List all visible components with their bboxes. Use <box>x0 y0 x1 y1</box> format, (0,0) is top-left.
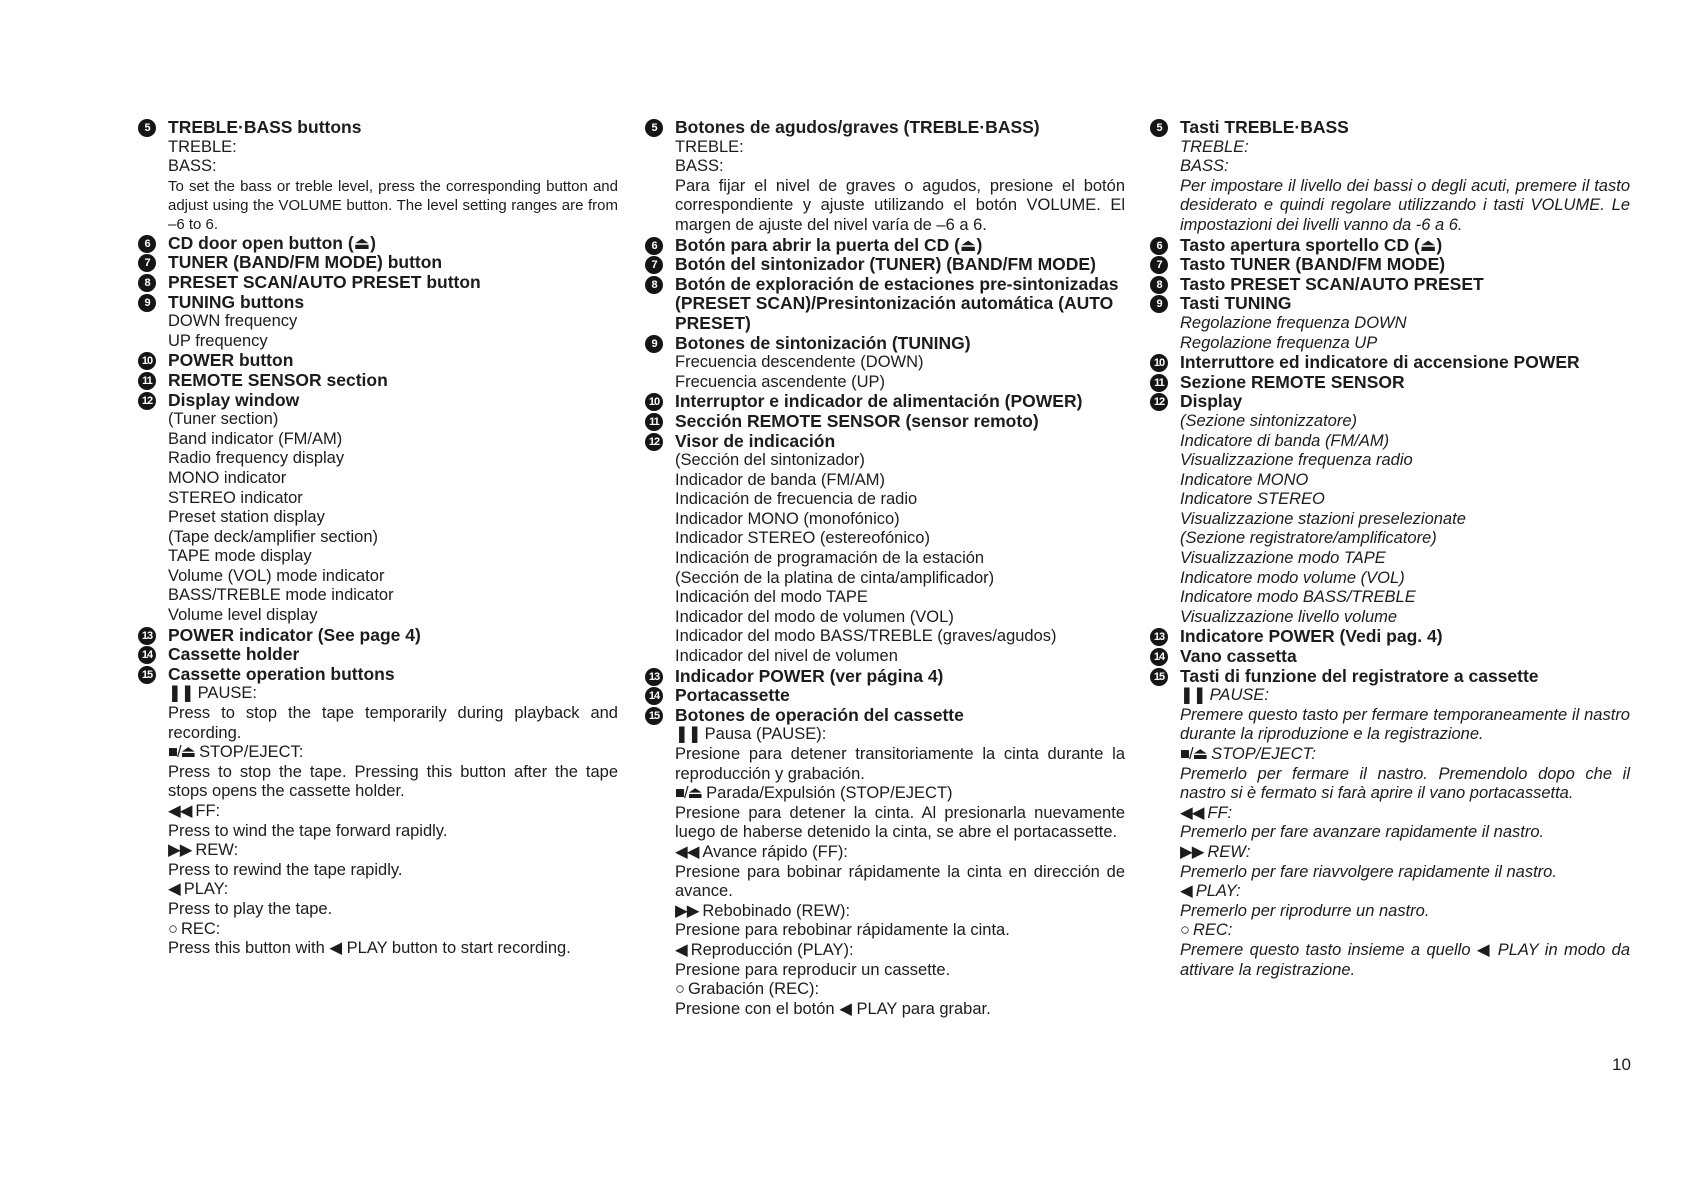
control-label <box>168 920 618 940</box>
item-line <box>1180 588 1630 608</box>
item-number-badge: 8 <box>138 274 156 292</box>
item-line-text: Press to play the tape. <box>168 899 333 918</box>
item-number-badge: 9 <box>645 335 663 353</box>
item-line <box>675 490 1125 510</box>
item-line <box>1180 569 1630 589</box>
item-line <box>1180 451 1630 471</box>
item-number-badge: 8 <box>645 276 663 294</box>
item-13 <box>138 626 618 646</box>
item-number-badge: 5 <box>138 119 156 137</box>
item-line-text: Indicación de frecuencia de radio <box>675 490 918 509</box>
item-title: CD door open button (⏏) <box>168 232 377 253</box>
item-line-text: Radio frequency display <box>168 449 345 468</box>
item-line-text: (Sección de la platina de cinta/amplificador) <box>675 568 995 587</box>
item-line-text: Regolazione frequenza DOWN <box>1180 313 1407 332</box>
item-title: Botones de agudos/graves (TREBLE·BASS) <box>675 117 1040 137</box>
item-line <box>168 939 618 959</box>
item-line-text: Rebobinado (REW): <box>702 901 851 920</box>
item-number-badge: 10 <box>645 393 663 411</box>
item-10 <box>1150 353 1630 373</box>
item-title: Sección REMOTE SENSOR (sensor remoto) <box>675 410 1039 431</box>
control-symbol-icon: ○ <box>675 980 684 999</box>
item-line-text: Press to stop the tape temporarily during playback and recording. <box>168 704 618 742</box>
item-line-text: FF: <box>195 802 221 820</box>
item-number-badge: 7 <box>1150 256 1168 274</box>
item-line-text: BASS/TREBLE mode indicator <box>168 586 394 605</box>
item-line-text: Indicador STEREO (estereofónico) <box>675 529 930 548</box>
item-line-text: UP frequency <box>168 331 268 350</box>
item-number-badge: 6 <box>1150 237 1168 255</box>
control-symbol-icon: ■/⏏ <box>168 743 196 762</box>
control-symbol-icon: ▶▶ <box>1180 842 1204 861</box>
item-number-badge: 5 <box>645 119 663 137</box>
item-line-text: Indicatore modo volume (VOL) <box>1180 568 1405 587</box>
item-line-text: Press to wind the tape forward rapidly. <box>168 821 448 840</box>
control-symbol-icon: ▶▶ <box>168 841 192 860</box>
item-number-badge: 14 <box>1150 648 1168 666</box>
item-title: Botón de exploración de estaciones pre-sintonizadas (PRESET SCAN)/Presintonización automática (AUTO PRESET) <box>675 273 1119 333</box>
control-symbol-icon: ▶▶ <box>675 901 699 920</box>
item-8 <box>645 275 1125 334</box>
control-label <box>168 743 618 763</box>
item-number-badge: 10 <box>1150 354 1168 372</box>
control-label <box>168 684 618 704</box>
item-line-text: Per impostare il livello dei bassi o degli acuti, premere il tasto desiderato e quindi regolare utilizzando i tasti VOLUME. Le impostazioni dei livelli vanno da -6 a 6. <box>1180 176 1630 234</box>
control-symbol-icon: ◀◀ <box>168 802 192 820</box>
item-6 <box>138 234 618 254</box>
control-symbol-icon: ◀◀ <box>675 842 699 861</box>
control-label <box>1180 843 1630 863</box>
control-label <box>675 843 1125 863</box>
item-6 <box>645 236 1125 256</box>
item-13 <box>645 667 1125 687</box>
item-line <box>675 608 1125 628</box>
item-title: Botones de operación del cassette <box>675 704 964 725</box>
item-title: Cassette operation buttons <box>168 663 395 684</box>
item-line <box>675 451 1125 471</box>
item-line-text: Para fijar el nivel de graves o agudos, presione el botón correspondiente y ajuste utilizando el botón VOLUME. El margen de ajuste del nivel varía de –6 a 6. <box>675 176 1125 234</box>
item-line-text: Premerlo per fermare il nastro. Premendolo dopo che il nastro si è fermato si farà aprire il vano portacassetta. <box>1180 764 1630 803</box>
item-line-text: PAUSE: <box>1209 686 1269 705</box>
item-line <box>1180 138 1630 158</box>
item-title: TREBLE·BASS buttons <box>168 117 362 137</box>
spanish-column <box>645 118 1125 1019</box>
item-number-badge: 14 <box>645 687 663 705</box>
item-line-text: Volume (VOL) mode indicator <box>168 566 385 585</box>
item-line-text: Visualizzazione frequenza radio <box>1180 451 1413 470</box>
item-line <box>1180 314 1630 334</box>
item-title: Display window <box>168 389 300 410</box>
item-14 <box>1150 647 1630 667</box>
item-line <box>675 471 1125 491</box>
item-5 <box>138 118 618 234</box>
item-line <box>168 861 618 881</box>
item-line-text: Indicación de programación de la estación <box>675 549 985 568</box>
item-title: Tasti TREBLE·BASS <box>1180 117 1349 137</box>
item-line <box>1180 706 1630 745</box>
item-line <box>1180 157 1630 177</box>
item-line-text: Presione para bobinar rápidamente la cinta en dirección de avance. <box>675 862 1125 901</box>
item-line-text: Indicatore modo BASS/TREBLE <box>1180 588 1416 607</box>
item-number-badge: 13 <box>138 627 156 645</box>
item-7 <box>1150 255 1630 275</box>
item-line <box>168 430 618 450</box>
item-line-text: (Sección del sintonizador) <box>675 451 865 470</box>
item-number-badge: 7 <box>138 254 156 272</box>
item-number-badge: 11 <box>1150 374 1168 392</box>
item-15 <box>1150 667 1630 981</box>
item-title: Tasti TUNING <box>1180 293 1292 314</box>
item-line <box>168 177 618 234</box>
item-line <box>168 606 618 626</box>
item-line <box>675 157 1125 177</box>
item-12 <box>1150 392 1630 627</box>
item-line-text: Avance rápido (FF): <box>702 842 848 861</box>
item-line-text: Visualizzazione modo TAPE <box>1180 549 1386 568</box>
item-line-text: BASS: <box>675 157 724 176</box>
item-title: Botones de sintonización (TUNING) <box>675 332 971 353</box>
item-line-text: Grabación (REC): <box>687 980 820 999</box>
item-11 <box>1150 373 1630 393</box>
control-symbol-icon: ❚❚ <box>1180 686 1206 705</box>
item-title: Tasto TUNER (BAND/FM MODE) <box>1180 254 1446 275</box>
item-line-text: Indicatore STEREO <box>1180 490 1325 509</box>
item-line-text: To set the bass or treble level, press the corresponding button and adjust using the VOLUME button. The level setting ranges are from –6 to 6. <box>168 177 618 233</box>
item-line <box>1180 471 1630 491</box>
item-line-text: STOP/EJECT: <box>1211 745 1316 763</box>
item-line <box>168 528 618 548</box>
item-number-badge: 14 <box>138 646 156 664</box>
item-14 <box>138 645 618 665</box>
item-line-text: Indicador del nivel de volumen <box>675 647 898 666</box>
item-number-badge: 7 <box>645 256 663 274</box>
item-line-text: STEREO indicator <box>168 488 303 507</box>
item-line-text: Volume level display <box>168 606 318 625</box>
control-label <box>675 784 1125 804</box>
item-6 <box>1150 236 1630 256</box>
item-8 <box>1150 275 1630 295</box>
item-10 <box>645 392 1125 412</box>
item-line <box>168 822 618 842</box>
item-number-badge: 9 <box>138 294 156 312</box>
item-line <box>675 588 1125 608</box>
item-7 <box>645 255 1125 275</box>
item-title: REMOTE SENSOR section <box>168 369 388 390</box>
item-line-text: PAUSE: <box>197 684 257 703</box>
english-column <box>138 118 618 959</box>
item-title: Vano cassetta <box>1180 646 1297 667</box>
item-line-text: Premerlo per riprodurre un nastro. <box>1180 901 1430 920</box>
item-line-text: Indicación del modo TAPE <box>675 588 868 607</box>
item-line-text: Indicador del modo BASS/TREBLE (graves/agudos) <box>675 627 1057 646</box>
item-line <box>675 647 1125 667</box>
item-line-text: Visualizzazione livello volume <box>1180 607 1398 626</box>
item-line <box>168 332 618 352</box>
item-line-text: BASS: <box>168 157 217 176</box>
item-line <box>1180 177 1630 236</box>
item-13 <box>1150 627 1630 647</box>
item-line <box>168 547 618 567</box>
item-line <box>675 138 1125 158</box>
item-title: Interruptor e indicador de alimentación (POWER) <box>675 391 1083 412</box>
item-line <box>1180 823 1630 843</box>
item-line <box>1180 549 1630 569</box>
control-symbol-icon: ❚❚ <box>675 725 701 744</box>
item-9 <box>1150 294 1630 353</box>
item-line-text: Frecuencia descendente (DOWN) <box>675 353 924 372</box>
item-line-text: Visualizzazione stazioni preselezionate <box>1180 509 1466 528</box>
control-label <box>168 841 618 861</box>
control-symbol-icon: ❚❚ <box>168 684 194 703</box>
item-line-text: Preset station display <box>168 508 325 527</box>
item-title: Indicatore POWER (Vedi pag. 4) <box>1180 626 1443 647</box>
item-line <box>1180 608 1630 628</box>
item-7 <box>138 253 618 273</box>
item-line-text: Indicatore MONO <box>1180 470 1309 489</box>
item-line <box>168 449 618 469</box>
item-line <box>675 804 1125 843</box>
item-line <box>168 157 618 177</box>
item-number-badge: 9 <box>1150 295 1168 313</box>
item-number-badge: 15 <box>138 666 156 684</box>
item-line-text: (Sezione registratore/amplificatore) <box>1180 529 1437 548</box>
item-line <box>675 529 1125 549</box>
item-line-text: TREBLE: <box>168 137 237 156</box>
item-line-text: (Tuner section) <box>168 410 279 429</box>
item-line <box>1180 902 1630 922</box>
item-line <box>675 961 1125 981</box>
item-title: PRESET SCAN/AUTO PRESET button <box>168 271 481 292</box>
item-title: Botón para abrir la puerta del CD (⏏) <box>675 234 983 255</box>
control-symbol-icon: ◀ <box>168 880 180 899</box>
item-line <box>1180 334 1630 354</box>
control-label <box>168 880 618 900</box>
control-label <box>168 802 618 822</box>
item-line <box>1180 412 1630 432</box>
item-number-badge: 15 <box>1150 668 1168 686</box>
item-line <box>168 567 618 587</box>
item-line-text: DOWN frequency <box>168 312 298 331</box>
control-symbol-icon: ○ <box>168 919 177 938</box>
item-9 <box>645 334 1125 393</box>
item-line-text: Press to rewind the tape rapidly. <box>168 860 403 879</box>
item-line <box>168 586 618 606</box>
item-line-text: Presione para detener transitoriamente la cinta durante la reproducción y grabación. <box>675 745 1125 783</box>
item-line-text: Regolazione frequenza UP <box>1180 333 1378 352</box>
item-line-text: MONO indicator <box>168 468 287 487</box>
control-symbol-icon: ◀ <box>1180 882 1192 901</box>
item-15 <box>645 706 1125 1020</box>
item-line-text: Premere questo tasto per fermare temporaneamente il nastro durante la riproduzione e la registrazione. <box>1180 705 1630 744</box>
item-line <box>675 921 1125 941</box>
item-line-text: Presione para reproducir un cassette. <box>675 960 951 979</box>
italian-column <box>1150 118 1630 980</box>
item-14 <box>645 686 1125 706</box>
control-symbol-icon: ◀◀ <box>1180 803 1204 822</box>
item-line-text: Premerlo per fare riavvolgere rapidamente il nastro. <box>1180 862 1557 881</box>
item-line-text: REC: <box>180 919 221 938</box>
item-9 <box>138 293 618 352</box>
item-line <box>168 410 618 430</box>
item-title: Portacassette <box>675 685 790 706</box>
item-line-text: Press to stop the tape. Pressing this button after the tape stops opens the cassette holder. <box>168 762 618 801</box>
item-line-text: TREBLE: <box>1180 137 1249 156</box>
item-number-badge: 12 <box>645 433 663 451</box>
item-line <box>675 353 1125 373</box>
item-line <box>675 745 1125 784</box>
item-11 <box>645 412 1125 432</box>
item-11 <box>138 371 618 391</box>
item-line <box>1180 510 1630 530</box>
item-title: Indicador POWER (ver página 4) <box>675 665 944 686</box>
item-line-text: BASS: <box>1180 157 1229 176</box>
item-line <box>168 763 618 802</box>
item-title: Interruttore ed indicatore di accensione POWER <box>1180 352 1580 373</box>
control-label <box>1180 686 1630 706</box>
item-number-badge: 8 <box>1150 276 1168 294</box>
item-12 <box>138 391 618 626</box>
item-5 <box>1150 118 1630 236</box>
control-label <box>1180 804 1630 824</box>
item-title: Sezione REMOTE SENSOR <box>1180 371 1405 392</box>
item-line-text: Frecuencia ascendente (UP) <box>675 372 886 391</box>
item-title: POWER button <box>168 350 294 371</box>
item-line <box>1180 490 1630 510</box>
item-number-badge: 6 <box>645 237 663 255</box>
item-line <box>675 1000 1125 1020</box>
item-line-text: FF: <box>1207 803 1233 822</box>
item-title: TUNING buttons <box>168 291 305 312</box>
item-title: Tasto apertura sportello CD (⏏) <box>1180 234 1443 255</box>
item-line-text: REC: <box>1192 921 1233 940</box>
item-line <box>675 549 1125 569</box>
item-line-text: Presione para rebobinar rápidamente la cinta. <box>675 921 1010 940</box>
control-label <box>1180 745 1630 765</box>
item-line-text: Press this button with ◀ PLAY button to start recording. <box>168 939 571 958</box>
item-line <box>1180 941 1630 980</box>
item-line-text: Presione para detener la cinta. Al presionarla nuevamente luego de haberse detenido la cinta, se abre el portacassette. <box>675 803 1125 842</box>
item-title: Cassette holder <box>168 644 300 665</box>
item-line <box>168 312 618 332</box>
item-number-badge: 13 <box>645 668 663 686</box>
item-title: Tasto PRESET SCAN/AUTO PRESET <box>1180 273 1484 294</box>
item-8 <box>138 273 618 293</box>
control-symbol-icon: ■/⏏ <box>675 784 703 803</box>
item-line-text: TREBLE: <box>675 137 744 156</box>
item-line <box>675 177 1125 236</box>
item-number-badge: 12 <box>138 392 156 410</box>
item-title: POWER indicator (See page 4) <box>168 624 421 645</box>
item-line-text: Band indicator (FM/AM) <box>168 429 343 448</box>
item-title: Display <box>1180 391 1243 412</box>
item-line-text: PLAY: <box>1195 882 1241 901</box>
item-number-badge: 10 <box>138 352 156 370</box>
item-title: Visor de indicación <box>675 430 836 451</box>
item-number-badge: 6 <box>138 235 156 253</box>
item-line <box>675 627 1125 647</box>
item-line-text: Indicatore di banda (FM/AM) <box>1180 431 1390 450</box>
item-15 <box>138 665 618 959</box>
item-line <box>1180 529 1630 549</box>
control-label <box>675 902 1125 922</box>
item-line-text: REW: <box>1207 842 1251 861</box>
item-title: Botón del sintonizador (TUNER) (BAND/FM MODE) <box>675 254 1096 275</box>
item-line <box>1180 863 1630 883</box>
item-line <box>168 704 618 743</box>
item-number-badge: 5 <box>1150 119 1168 137</box>
item-line-text: STOP/EJECT: <box>199 743 304 762</box>
item-number-badge: 11 <box>138 372 156 390</box>
control-symbol-icon: ○ <box>1180 921 1189 940</box>
item-line <box>1180 432 1630 452</box>
control-symbol-icon: ■/⏏ <box>1180 745 1208 763</box>
item-number-badge: 13 <box>1150 628 1168 646</box>
item-line <box>675 863 1125 902</box>
item-line <box>168 138 618 158</box>
item-line-text: Premerlo per fare avanzare rapidamente il nastro. <box>1180 823 1545 842</box>
control-label <box>675 725 1125 745</box>
item-line-text: Indicador MONO (monofónico) <box>675 509 900 528</box>
item-title: TUNER (BAND/FM MODE) button <box>168 252 443 273</box>
item-line <box>675 569 1125 589</box>
control-label <box>1180 921 1630 941</box>
item-number-badge: 12 <box>1150 393 1168 411</box>
item-line-text: Pausa (PAUSE): <box>704 725 827 744</box>
item-5 <box>645 118 1125 236</box>
item-number-badge: 11 <box>645 413 663 431</box>
item-line <box>168 469 618 489</box>
item-line-text: PLAY: <box>183 880 229 899</box>
item-10 <box>138 351 618 371</box>
item-title: Tasti di funzione del registratore a cassette <box>1180 665 1539 686</box>
item-line <box>675 373 1125 393</box>
item-line <box>1180 765 1630 804</box>
page-number: 10 <box>1612 1055 1631 1074</box>
control-symbol-icon: ◀ <box>675 940 687 959</box>
item-line-text: Indicador de banda (FM/AM) <box>675 470 886 489</box>
item-line-text: REW: <box>195 841 239 860</box>
item-line-text: TAPE mode display <box>168 547 312 566</box>
item-line-text: Indicador del modo de volumen (VOL) <box>675 607 954 626</box>
item-line-text: (Tape deck/amplifier section) <box>168 527 379 546</box>
control-label <box>675 980 1125 1000</box>
item-line-text: (Sezione sintonizzatore) <box>1180 411 1358 430</box>
item-line-text: Premere questo tasto insieme a quello ◀ PLAY in modo da attivare la registrazione. <box>1180 940 1630 979</box>
item-line-text: Parada/Expulsión (STOP/EJECT) <box>706 784 953 803</box>
item-line <box>168 508 618 528</box>
item-line-text: Presione con el botón ◀ PLAY para grabar. <box>675 999 991 1018</box>
item-line <box>168 489 618 509</box>
item-12 <box>645 432 1125 667</box>
item-line <box>675 510 1125 530</box>
control-label <box>1180 882 1630 902</box>
control-label <box>675 941 1125 961</box>
item-number-badge: 15 <box>645 707 663 725</box>
item-line <box>168 900 618 920</box>
item-line-text: Reproducción (PLAY): <box>690 940 854 959</box>
